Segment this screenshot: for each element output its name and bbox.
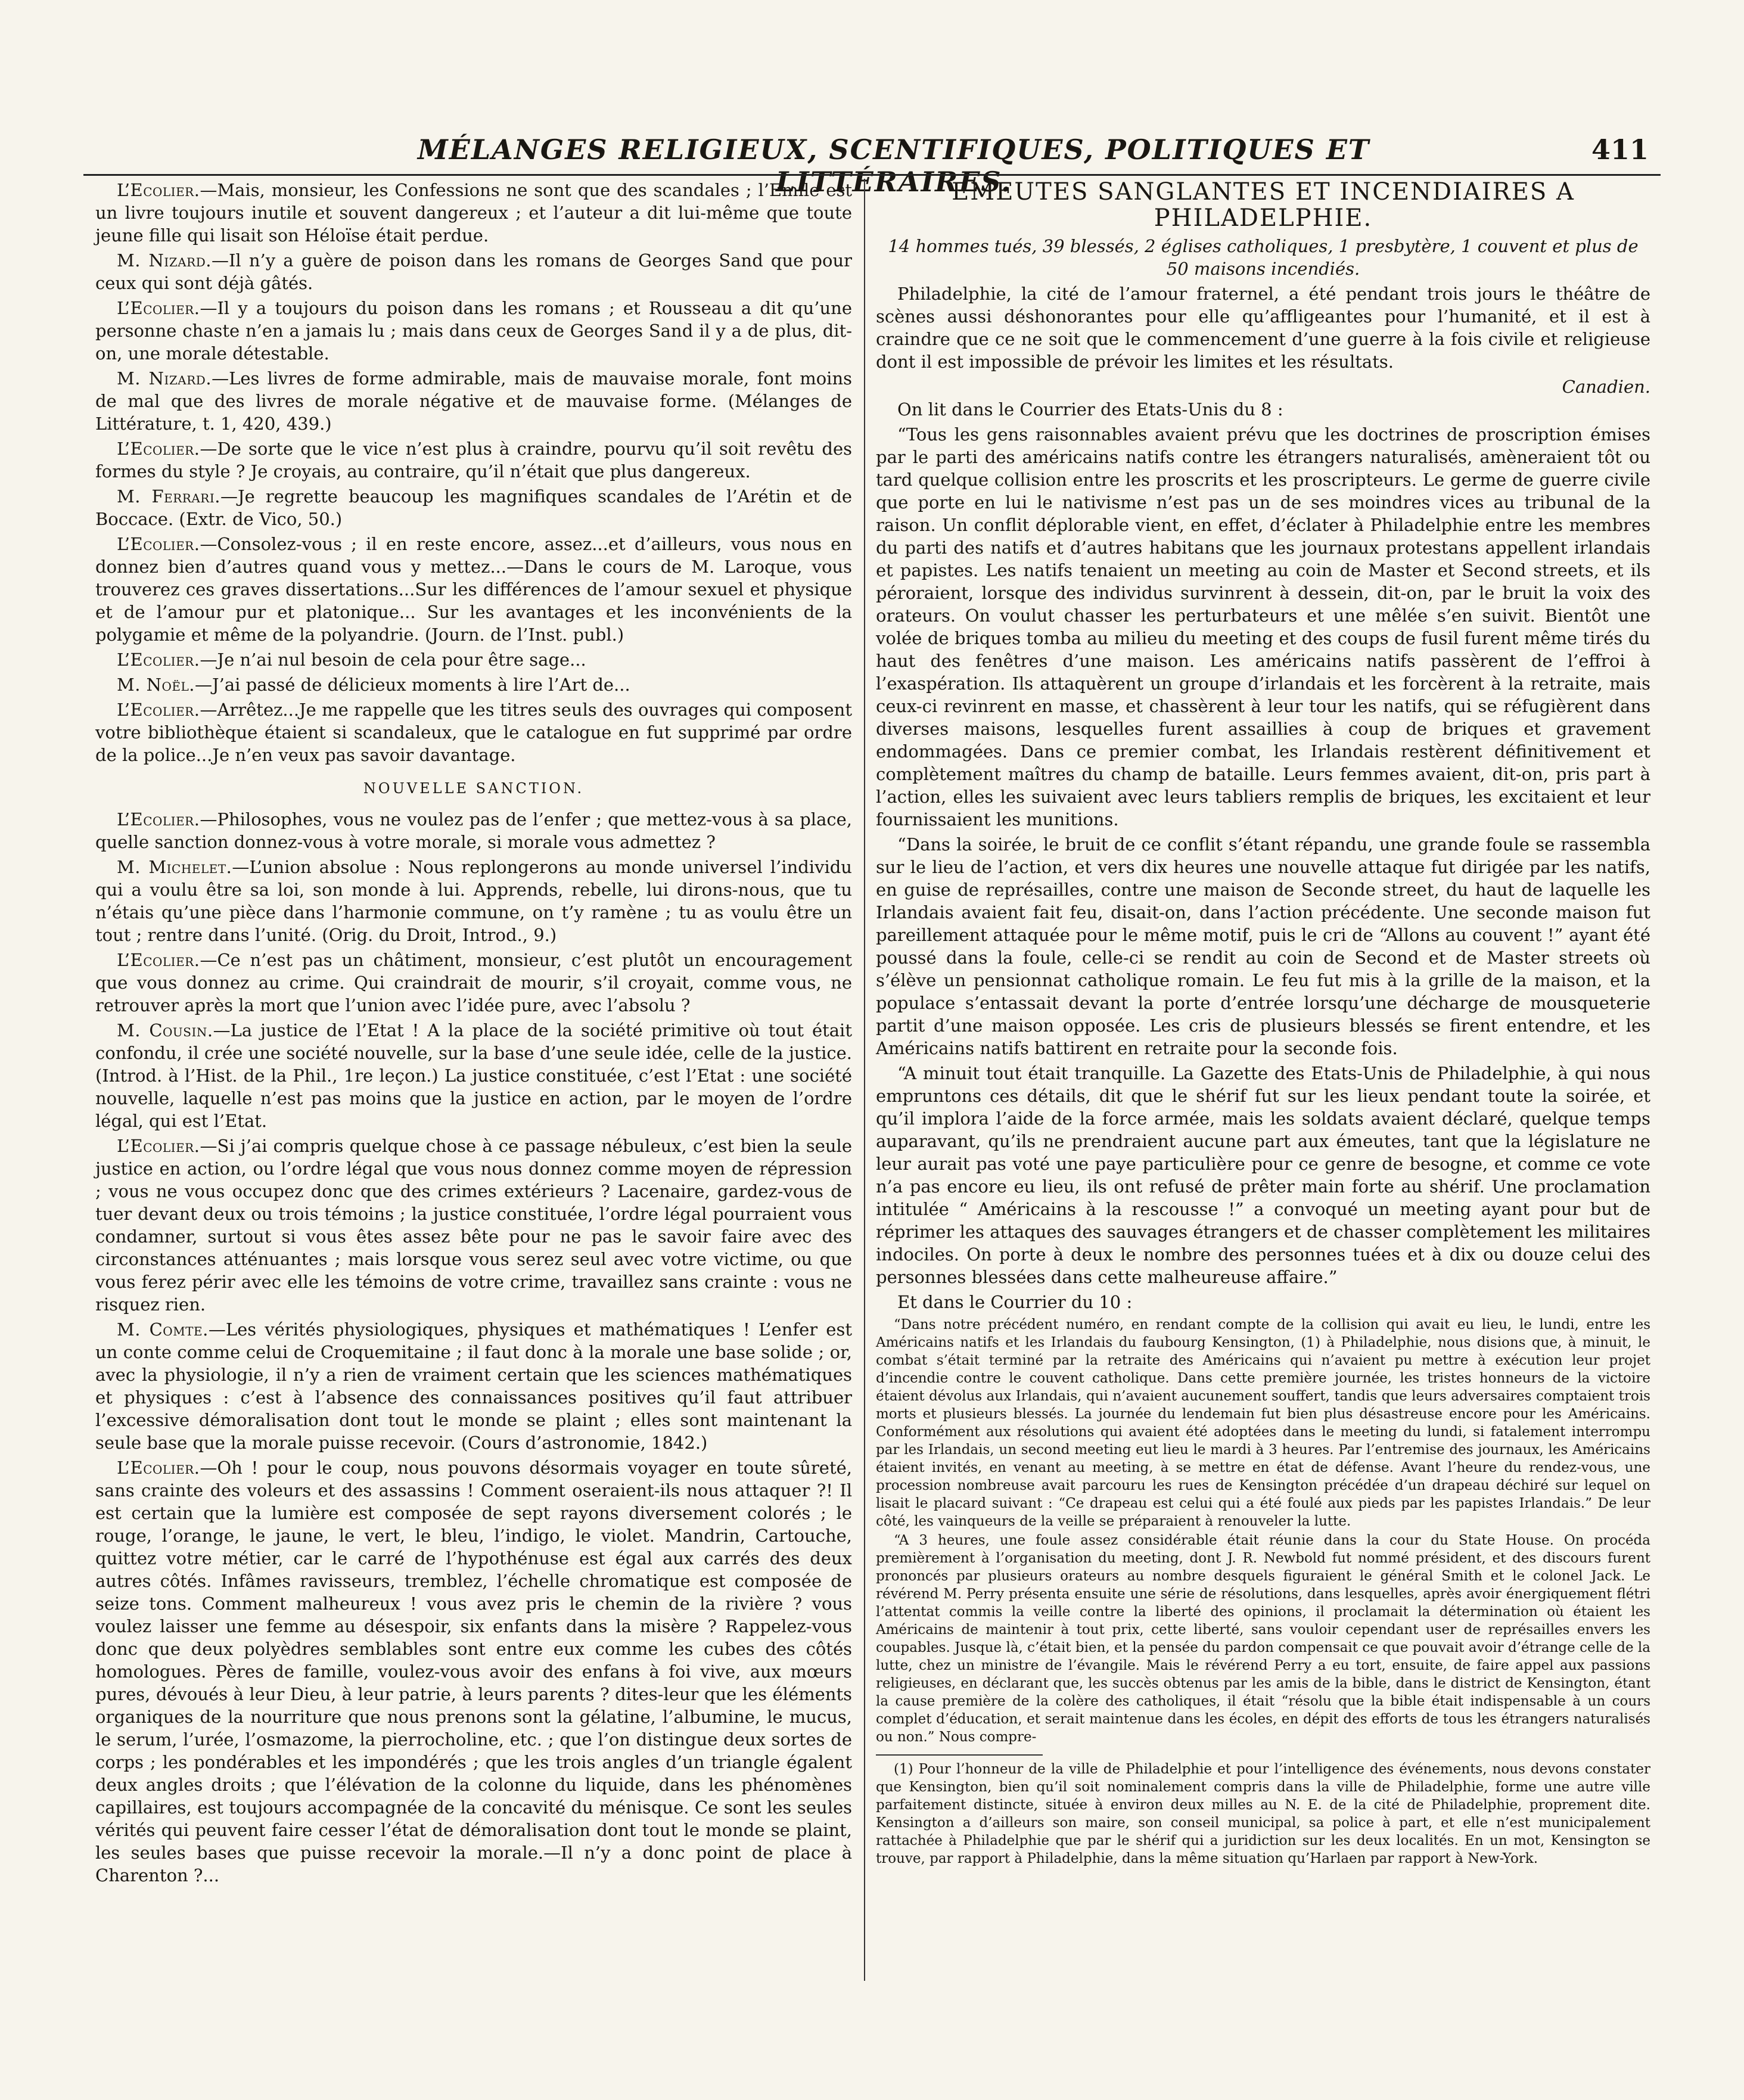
dialogue-paragraph — [95, 1456, 852, 1887]
speaker-name: L’Ecolier. — [117, 1136, 200, 1156]
article-title: EMEUTES SANGLANTES ET INCENDIAIRES A PHILADELPHIE. — [952, 178, 1575, 232]
speaker-name: L’Ecolier. — [117, 534, 200, 554]
speech-text: —Si j’ai compris quelque chose à ce passage nébuleux, c’est bien la seule justice en action, ou l’ordre légal que vous nous donnez comme moyen de répression ; vous ne vous occupez donc que des crimes extérieurs ? Lacenaire, gardez-vous de tuer devant deux ou trois témoins ; la justice constituée, l’ordre légal pourraient vous condamner, surtout si vous êtes assez bête pour ne pas le savoir faire avec des circonstances atténuantes ; mais lorsque vous serez seul avec votre victime, ou que vous ferez périr avec elle les témoins de votre crime, travaillez sans crainte : vous ne risquez rien. — [95, 1136, 852, 1315]
speaker-name: M. Noël. — [117, 675, 195, 695]
dialogue-paragraph — [95, 249, 852, 294]
article-subtitle: 14 hommes tués, 39 blessés, 2 églises catholiques, 1 presbytère, 1 couvent et plus de 50 maisons incendiés. — [888, 236, 1639, 279]
dialogue-paragraph — [95, 1135, 852, 1316]
section-title: NOUVELLE SANCTION. — [363, 780, 585, 797]
dialogue-paragraph — [95, 297, 852, 365]
speaker-name: L’Ecolier. — [117, 1458, 200, 1478]
article-paragraph: “Dans la soirée, le bruit de ce conflit s’étant répandu, une grande foule se rassembla sur le lieu de l’action, et vers dix heures une nouvelle attaque fut dirigée par les natifs, en guise de représailles, contre une maison de Seconde street, du haut de laquelle les Irlandais avaient fait feu, disait-on, dans l’action précédente. Une seconde maison fut pareillement attaquée pour le même motif, puis le cri de “Allons au couvent !” ayant été poussé dans la foule, celle-ci se rendit au coin de Second et de Master streets où s’élève un pensionnat catholique romain. Le feu fut mis à la grille de la maison, et la populace s’entassait devant la porte d’entrée lorsqu’une décharge de mousqueterie partit d’une maison opposée. Les cris de plusieurs blessés se firent entendre, et les Américains natifs battirent en retraite pour la seconde fois. — [876, 834, 1650, 1058]
source-line: Et dans le Courrier du 10 : — [897, 1292, 1133, 1312]
speaker-name: M. Michelet. — [117, 857, 232, 877]
dialogue-paragraph — [95, 485, 852, 530]
dialogue-paragraph — [95, 856, 852, 946]
speaker-name: L’Ecolier. — [117, 180, 200, 200]
speaker-name: L’Ecolier. — [117, 298, 200, 318]
dialogue-paragraph — [95, 808, 852, 853]
running-title: MÉLANGES RELIGIEUX, SCENTIFIQUES, POLITIQUES ET LITTÉRAIRES. — [417, 133, 1370, 198]
source-line: On lit dans le Courrier des Etats-Unis du 8 : — [897, 399, 1283, 420]
dialogue-paragraph — [95, 437, 852, 483]
speech-text: —La justice de l’Etat ! A la place de la société primitive où tout était confondu, il crée une société nouvelle, sur la base d’une seule idée, celle de la justice. (Introd. à l’Hist. de la Phil., 1re leçon.) La justice constituée, c’est l’Etat : une société nouvelle, laquelle n’est pas moins que la justice en action, par le moyen de l’ordre légal, qui est l’Etat. — [95, 1020, 852, 1131]
article-signature: Canadien. — [1562, 377, 1650, 397]
page-number: 411 — [1591, 133, 1649, 166]
column-divider — [864, 179, 865, 1981]
header-rule — [83, 174, 1661, 176]
right-column — [876, 179, 1650, 1868]
footnote: (1) Pour l’honneur de la ville de Philadelphie et pour l’intelligence des événements, nous devons constater que Kensington, bien qu’il soit nominalement compris dans la ville de Philadelphie, forme une autre ville parfaitement distincte, située à environ deux milles au N. E. de la cité de Philadelphie, proprement dite. Kensington a d’ailleurs son maire, son conseil municipal, sa police à part, et elle n’est municipalement rattachée à Philadelphie que par le shérif qui a juridiction sur les deux localités. En un mot, Kensington se trouve, par rapport à Philadelphie, dans la même situation qu’Harlaen par rapport à New-York. — [876, 1762, 1650, 1866]
dialogue-paragraph — [95, 949, 852, 1017]
speech-text: —Il y a toujours du poison dans les romans ; et Rousseau a dit qu’une personne chaste n’en a jamais lu ; mais dans ceux de Georges Sand il y a de plus, dit-on, une morale détestable. — [95, 298, 852, 364]
dialogue-paragraph — [95, 648, 852, 671]
speaker-name: L’Ecolier. — [117, 950, 200, 970]
speaker-name: L’Ecolier. — [117, 439, 200, 459]
article-paragraph: “A 3 heures, une foule assez considérable était réunie dans la cour du State House. On procéda premièrement à l’organisation du meeting, dont J. R. Newbold fut nommé président, et des discours furent prononcés par plusieurs orateurs au nombre desquels figuraient le général Smith et le colonel Jack. Le révérend M. Perry présenta ensuite une série de résolutions, dans lesquelles, après avoir énergiquement flétri l’attentat commis la veille contre la liberté des opinions, il proclamait la détermination où étaient les Américains de maintenir à tout prix, cette liberté, sans vouloir cependant user de représailles envers les coupables. Jusque là, c’était bien, et la pensée du pardon compensait ce que pouvait avoir d’étrange celle de la lutte, chez un ministre de l’évangile. Mais le révérend Perry a eu tort, ensuite, de faire appel aux passions religieuses, en déclarant que, les succès obtenus par les amis de la bible, dans le district de Kensington, étant la cause première de la colère des catholiques, il était “résolu que la bible était indispensable à un cours complet d’éducation, et serait maintenue dans les écoles, en dépit des efforts de tous les étrangers naturalisés ou non.” Nous compre- — [876, 1533, 1650, 1745]
speaker-name: M. Ferrari. — [117, 486, 220, 507]
speaker-name: M. Comte. — [117, 1319, 209, 1340]
dialogue-paragraph — [95, 367, 852, 435]
dialogue-paragraph — [95, 1318, 852, 1454]
speech-text: —Les vérités physiologiques, physiques et mathématiques ! L’enfer est un conte comme celui de Croquemitaine ; il faut donc à la morale une base solide ; or, avec la physiologie, il n’y a rien de vraiment certain que les sciences mathématiques et physiques : c’est à l’absence des connaissances positives qu’il faut attribuer l’excessive démoralisation dont tout le monde se plaint ; elles sont maintenant la seule base que la morale puisse recevoir. (Cours d’astronomie, 1842.) — [95, 1319, 852, 1453]
speech-text: —Arrêtez...Je me rappelle que les titres seuls des ouvrages qui composent votre bibliothèque étaient si scandaleux, que le catalogue en fut supprimé par ordre de la police...Je n’en veux pas savoir davantage. — [95, 700, 852, 765]
speech-text: —Oh ! pour le coup, nous pouvons désormais voyager en toute sûreté, sans crainte des voleurs et des assassins ! Comment oseraient-ils nous attaquer ?! Il est certain que la lumière est composée de sept rayons diversement colorés ; le rouge, l’orange, le jaune, le vert, le bleu, l’indigo, le violet. Mandrin, Cartouche, quittez votre métier, car le carré de l’hypothénuse est égal aux carrés des deux autres côtés. Infâmes ravisseurs, tremblez, l’échelle chromatique est composée de seize tons. Comment malheureux ! vous avez pris le chemin de la rivière ? vous voulez laisser une femme au désespoir, six enfants dans la misère ? Rappelez-vous donc que deux polyèdres semblables sont entre eux comme les cubes des côtés homologues. Pères de famille, voulez-vous avoir des enfans à foi vive, aux mœurs pures, dévoués à leur Dieu, à leur patrie, à leurs parents ? dites-leur que les éléments organiques de la nourriture que nous prenons sont la gélatine, l’albumine, le mucus, le serum, l’urée, l’osmazome, la pierrocholine, etc. ; que l’on distingue deux sortes de corps ; les pondérables et les impondérés ; que les trois angles d’un triangle égalent deux angles droits ; que l’élévation de la colonne du liquide, dans les phénomènes capillaires, est toujours accompagnée de la concavité du ménisque. Ce sont les seules vérités qui peuvent faire cesser l’état de démoralisation dont tout le monde se plaint, les seules bases que puisse recevoir la morale.—Il n’y a donc point de place à Charenton ?... — [95, 1458, 852, 1885]
dialogue-paragraph — [95, 1019, 852, 1132]
speech-text: —J’ai passé de délicieux moments à lire l’Art de... — [195, 675, 630, 695]
speech-text: —Ce n’est pas un châtiment, monsieur, c’est plutôt un encouragement que vous donnez au crime. Qui craindrait de mourir, s’il croyait, comme vous, ne retrouver après la mort que l’union avec l’idée pure, avec l’absolu ? — [95, 950, 852, 1015]
speaker-name: L’Ecolier. — [117, 650, 200, 670]
dialogue-paragraph — [95, 179, 852, 247]
article-paragraph: “A minuit tout était tranquille. La Gazette des Etats-Unis de Philadelphie, à qui nous empruntons ces détails, dit que le shérif fut sur les lieux pendant toute la soirée, et qu’il implora l’aide de la force armée, mais les soldats avaient déclaré, quelque temps auparavant, qu’ils ne prendraient aucune part aux émeutes, tant que la législature ne leur aurait pas voté une paye particulière pour ce genre de besogne, et comme ce vote n’a pas encore eu lieu, ils ont refusé de prêter main forte au shérif. Une proclamation intitulée “ Américains à la rescousse !” a convoqué un meeting ayant pour but de réprimer les attaques des sauvages étrangers et de chasser complètement les militaires indociles. On porte à deux le nombre des personnes tuées et à dix ou douze celui des personnes blessées dans cette malheureuse affaire.” — [876, 1063, 1650, 1287]
speech-text: —Consolez-vous ; il en reste encore, assez...et d’ailleurs, vous nous en donnez bien d’autres quand vous y mettez...—Dans le cours de M. Laroque, vous trouverez ces graves dissertations...Sur les différences de l’amour sexuel et physique et de l’amour pur et platonique... Sur les avantages et les inconvénients de la polygamie et même de la polyandrie. (Journ. de l’Inst. publ.) — [95, 534, 852, 645]
dialogue-paragraph — [95, 698, 852, 766]
speaker-name: M. Nizard. — [117, 368, 212, 389]
article-paragraph: “Tous les gens raisonnables avaient prévu que les doctrines de proscription émises par le parti des américains natifs contre les étrangers naturalisés, amèneraient tôt ou tard quelque collision entre les proscrits et les proscripteurs. Le germe de guerre civile que porte en lui le nativisme n’est pas un de ses moindres vices au tribunal de la raison. Un conflit déplorable vient, en effet, d’éclater à Philadelphie entre les membres du parti des natifs et d’autres habitans que les journaux protestans appellent irlandais et papistes. Les natifs tenaient un meeting au coin de Master et Second streets, et ils péroraient, lorsque des individus survinrent à dessein, dit-on, par le bruit la voix des orateurs. On voulut chasser les perturbateurs et une mêlée s’en suivit. Bientôt une volée de briques tomba au milieu du meeting et des coups de fusil furent même tirés du haut des fenêtres d’une maison. Les américains natifs passèrent de l’effroi à l’exaspération. Ils attaquèrent un groupe d’irlandais et les forcèrent à la retraite, mais ceux-ci revinrent en masse, et chassèrent à leur tour les natifs, qui se réfugièrent dans diverses maisons, lesquelles furent assaillies à coup de briques et gravement endommagées. Dans ce premier combat, les Irlandais restèrent définitivement et complètement maîtres du champ de bataille. Leurs femmes avaient, dit-on, pris part à l’action, elles les suivaient avec leurs tabliers remplis de briques, les excitaient et leur fournissaient les munitions. — [876, 424, 1650, 830]
dialogue-paragraph — [95, 533, 852, 646]
article-intro: Philadelphie, la cité de l’amour fraternel, a été pendant trois jours le théâtre de scènes aussi déshonorantes pour elle qu’affligeantes pour l’humanité, et il est à craindre que ce ne soit que le commencement d’une guerre à la fois civile et religieuse dont il est impossible de prévoir les limites et les résultats. — [876, 284, 1650, 372]
speech-text: —Je regrette beaucoup les magnifiques scandales de l’Arétin et de Boccace. (Extr. de Vico, 50.) — [95, 486, 852, 529]
speech-text: —Mais, monsieur, les Confessions ne sont que des scandales ; l’Emile est un livre toujours inutile et souvent dangereux ; et l’auteur a dit lui-même que toute jeune fille qui lisait son Héloïse était perdue. — [95, 180, 852, 246]
speech-text: —Les livres de forme admirable, mais de mauvaise morale, font moins de mal que des livres de morale négative et de mauvaise forme. (Mélanges de Littérature, t. 1, 420, 439.) — [95, 368, 852, 434]
speech-text: —De sorte que le vice n’est plus à craindre, pourvu qu’il soit revêtu des formes du style ? Je croyais, au contraire, qu’il n’était que plus dangereux. — [95, 439, 852, 481]
article-paragraph: “Dans notre précédent numéro, en rendant compte de la collision qui avait eu lieu, le lundi, entre les Américains natifs et les Irlandais du faubourg Kensington, (1) à Philadelphie, nous disions que, à minuit, le combat s’était terminé par la retraite des Américains qui n’avaient pu mettre à exécution leur projet d’incendie contre le couvent catholique. Dans cette première journée, les tristes honneurs de la victoire étaient dévolus aux Irlandais, qui n’avaient aucunement souffert, tandis que leurs adversaires comptaient trois morts et plusieurs blessés. La journée du lendemain fut bien plus désastreuse encore pour les Américains. Conformément aux résolutions qui avaient été adoptées dans le meeting du lundi, si fatalement interrompu par les Irlandais, un second meeting eut lieu le mardi à 3 heures. Par l’entremise des journaux, les Américains étaient invités, en venant au meeting, à se mettre en état de défense. Avant l’heure du rendez-vous, une procession nombreuse avait parcouru les rues de Kensington précédée d’un drapeau déchiré sur lequel on lisait le placard suivant : “Ce drapeau est celui qui a été foulé aux pieds par les papistes Irlandais.” De leur côté, les vainqueurs de la veille se préparaient à renouveler la lutte. — [876, 1317, 1650, 1529]
footnote-rule — [876, 1754, 1043, 1756]
speaker-name: L’Ecolier. — [117, 700, 200, 720]
speech-text: —Je n’ai nul besoin de cela pour être sage... — [200, 650, 586, 670]
speech-text: —L’union absolue : Nous replongerons au monde universel l’individu qui a voulu être sa loi, son monde à lui. Apprends, rebelle, lui dirons-nous, que tu n’étais qu’une pièce dans l’harmonie commune, on t’y ramène ; tu as voulu être un tout ; rentre dans l’unité. (Orig. du Droit, Introd., 9.) — [95, 857, 852, 945]
speaker-name: L’Ecolier. — [117, 809, 200, 830]
speaker-name: M. Nizard. — [117, 250, 212, 271]
dialogue-paragraph — [95, 673, 852, 696]
speech-text: —Philosophes, vous ne voulez pas de l’enfer ; que mettez-vous à sa place, quelle sanction donnez-vous à votre morale, si morale vous admettez ? — [95, 809, 852, 852]
left-column — [95, 179, 852, 1889]
speaker-name: M. Cousin. — [117, 1020, 213, 1040]
speech-text: —Il n’y a guère de poison dans les romans de Georges Sand que pour ceux qui sont déjà gâtés. — [95, 250, 852, 293]
